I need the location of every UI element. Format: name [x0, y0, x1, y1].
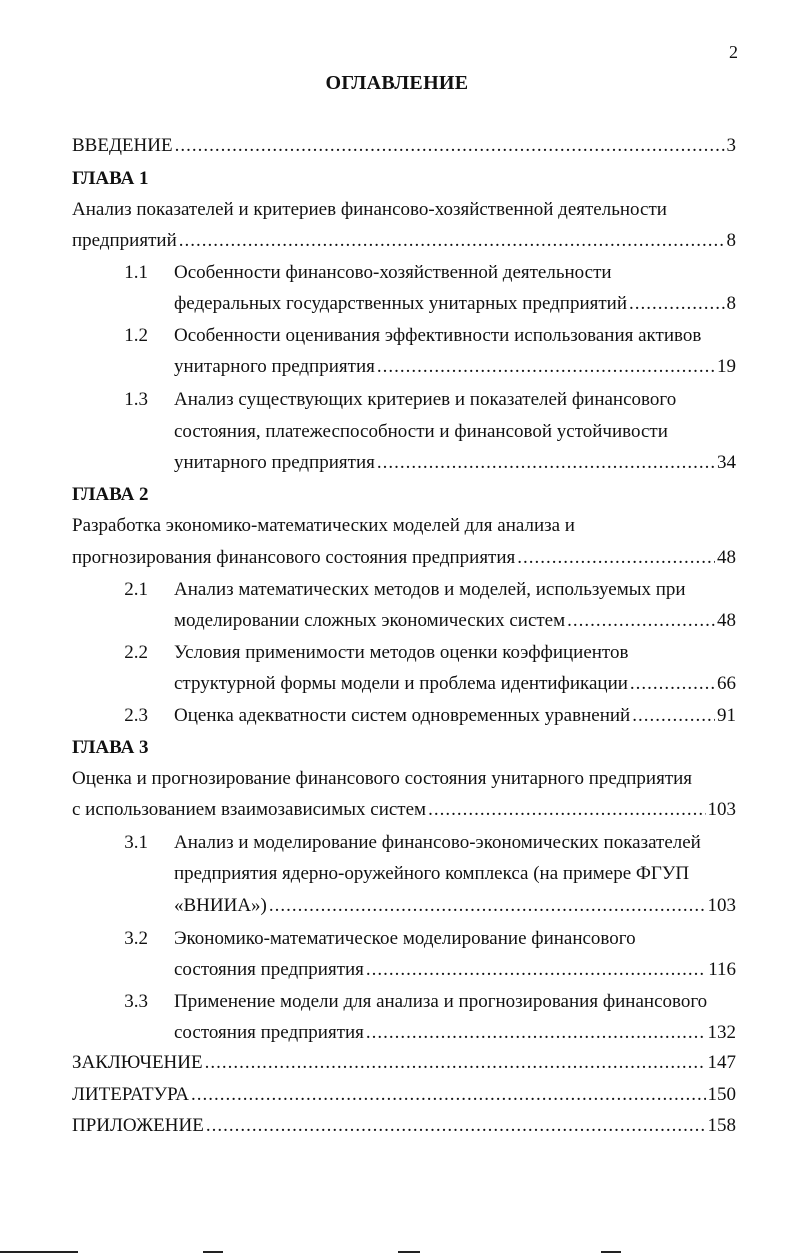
- toc-page-number: 116: [708, 959, 736, 980]
- section-number-3-2: 3.2: [124, 928, 148, 949]
- leader-dots: [366, 957, 706, 983]
- toc-entry-chapter-1[interactable]: [72, 228, 736, 254]
- leader-dots: [567, 608, 715, 634]
- scan-edge-line: [398, 1251, 420, 1253]
- toc-entry-chapter-3[interactable]: [72, 797, 736, 823]
- leader-dots: [175, 133, 725, 159]
- toc-entry-section-2-1[interactable]: [174, 608, 736, 634]
- section-number-1-3: 1.3: [124, 389, 148, 410]
- section-2-2-title: Условия применимости методов оценки коэффициентов: [174, 642, 629, 663]
- toc-entry-text: Оценка адекватности систем одновременных уравнений: [174, 705, 631, 726]
- leader-dots: [517, 545, 715, 571]
- chapter-3-heading: ГЛАВА 3: [72, 737, 149, 758]
- toc-entry-section-1-2[interactable]: [174, 354, 736, 380]
- toc-page-number: 103: [707, 799, 736, 820]
- toc-entry-conclusion[interactable]: [72, 1050, 736, 1076]
- scan-edge-line: [203, 1251, 223, 1253]
- toc-entry-text: унитарного предприятия: [174, 356, 375, 377]
- toc-page-number: 48: [717, 547, 736, 568]
- toc-entry-section-1-1[interactable]: [174, 291, 736, 317]
- toc-entry-text: ПРИЛОЖЕНИЕ: [72, 1115, 204, 1136]
- toc-entry-text: ЛИТЕРАТУРА: [72, 1084, 189, 1105]
- toc-entry-text: состояния предприятия: [174, 1022, 364, 1043]
- toc-page-number: 3: [726, 135, 736, 156]
- toc-page-number: 8: [726, 293, 736, 314]
- leader-dots: [191, 1082, 706, 1108]
- leader-dots: [179, 228, 725, 254]
- toc-entry-text: унитарного предприятия: [174, 452, 375, 473]
- section-number-2-1: 2.1: [124, 579, 148, 600]
- toc-entry-text: структурной формы модели и проблема идентификации: [174, 673, 628, 694]
- toc-page-number: 158: [707, 1115, 736, 1136]
- section-1-3-title: Анализ существующих критериев и показателей финансового: [174, 389, 677, 410]
- toc-entry-text: прогнозирования финансового состояния предприятия: [72, 547, 516, 568]
- toc-entry-text: моделировании сложных экономических систем: [174, 610, 566, 631]
- toc-entry-section-1-3[interactable]: [174, 450, 736, 476]
- toc-page-number: 147: [707, 1052, 736, 1073]
- section-3-1-title-cont: предприятия ядерно-оружейного комплекса (на примере ФГУП: [174, 863, 690, 884]
- toc-entry-section-3-2[interactable]: [174, 957, 736, 983]
- leader-dots: [205, 1050, 706, 1076]
- leader-dots: [206, 1113, 706, 1139]
- leader-dots: [366, 1020, 706, 1046]
- chapter-1-heading: ГЛАВА 1: [72, 168, 149, 189]
- toc-entry-text: состояния предприятия: [174, 959, 364, 980]
- section-number-1-1: 1.1: [124, 262, 148, 283]
- section-number-2-2: 2.2: [124, 642, 148, 663]
- leader-dots: [632, 703, 715, 729]
- scan-edge-line: [0, 1251, 78, 1253]
- leader-dots: [377, 450, 715, 476]
- section-3-3-title: Применение модели для анализа и прогнозирования финансового: [174, 991, 708, 1012]
- page-title: ОГЛАВЛЕНИЕ: [325, 72, 469, 94]
- section-2-1-title: Анализ математических методов и моделей, используемых при: [174, 579, 686, 600]
- toc-page-number: 103: [707, 895, 736, 916]
- leader-dots: [269, 893, 706, 919]
- section-number-2-3: 2.3: [124, 705, 148, 726]
- chapter-1-title: Анализ показателей и критериев финансово-хозяйственной деятельности: [72, 199, 667, 220]
- section-3-1-title: Анализ и моделирование финансово-экономических показателей: [174, 832, 701, 853]
- toc-entry-section-3-1[interactable]: [174, 893, 736, 919]
- leader-dots: [630, 671, 715, 697]
- chapter-3-title: Оценка и прогнозирование финансового состояния унитарного предприятия: [72, 768, 693, 789]
- toc-entry-text: ЗАКЛЮЧЕНИЕ: [72, 1052, 203, 1073]
- toc-page-number: 8: [726, 230, 736, 251]
- toc-entry-chapter-2[interactable]: [72, 545, 736, 571]
- toc-page-number: 19: [717, 356, 736, 377]
- section-3-2-title: Экономико-математическое моделирование финансового: [174, 928, 636, 949]
- toc-entry-text: с использованием взаимозависимых систем: [72, 799, 427, 820]
- leader-dots: [428, 797, 705, 823]
- section-number-3-3: 3.3: [124, 991, 148, 1012]
- toc-entry-section-3-3[interactable]: [174, 1020, 736, 1046]
- chapter-2-heading: ГЛАВА 2: [72, 484, 149, 505]
- section-1-3-title-cont: состояния, платежеспособности и финансовой устойчивости: [174, 421, 668, 442]
- toc-page-number: 66: [717, 673, 736, 694]
- toc-entry-text: предприятий: [72, 230, 177, 251]
- toc-page-number: 150: [707, 1084, 736, 1105]
- toc-entry-intro[interactable]: [72, 133, 736, 159]
- leader-dots: [377, 354, 715, 380]
- toc-entry-text: федеральных государственных унитарных предприятий: [174, 293, 628, 314]
- chapter-2-title: Разработка экономико-математических моделей для анализа и: [72, 515, 575, 536]
- toc-entry-section-2-3[interactable]: [174, 703, 736, 729]
- toc-page-number: 34: [717, 452, 736, 473]
- toc-entry-section-2-2[interactable]: [174, 671, 736, 697]
- section-number-3-1: 3.1: [124, 832, 148, 853]
- leader-dots: [629, 291, 724, 317]
- section-1-1-title: Особенности финансово-хозяйственной деятельности: [174, 262, 612, 283]
- toc-page-number: 132: [707, 1022, 736, 1043]
- toc-entry-text: «ВНИИА»): [174, 895, 267, 916]
- toc-page-number: 48: [717, 610, 736, 631]
- section-number-1-2: 1.2: [124, 325, 148, 346]
- toc-entry-appendix[interactable]: [72, 1113, 736, 1139]
- page-number: 2: [729, 42, 738, 62]
- toc-entry-literature[interactable]: [72, 1082, 736, 1108]
- toc-page-number: 91: [717, 705, 736, 726]
- toc-entry-text: ВВЕДЕНИЕ: [72, 135, 173, 156]
- section-1-2-title: Особенности оценивания эффективности использования активов: [174, 325, 702, 346]
- scan-edge-line: [601, 1251, 621, 1253]
